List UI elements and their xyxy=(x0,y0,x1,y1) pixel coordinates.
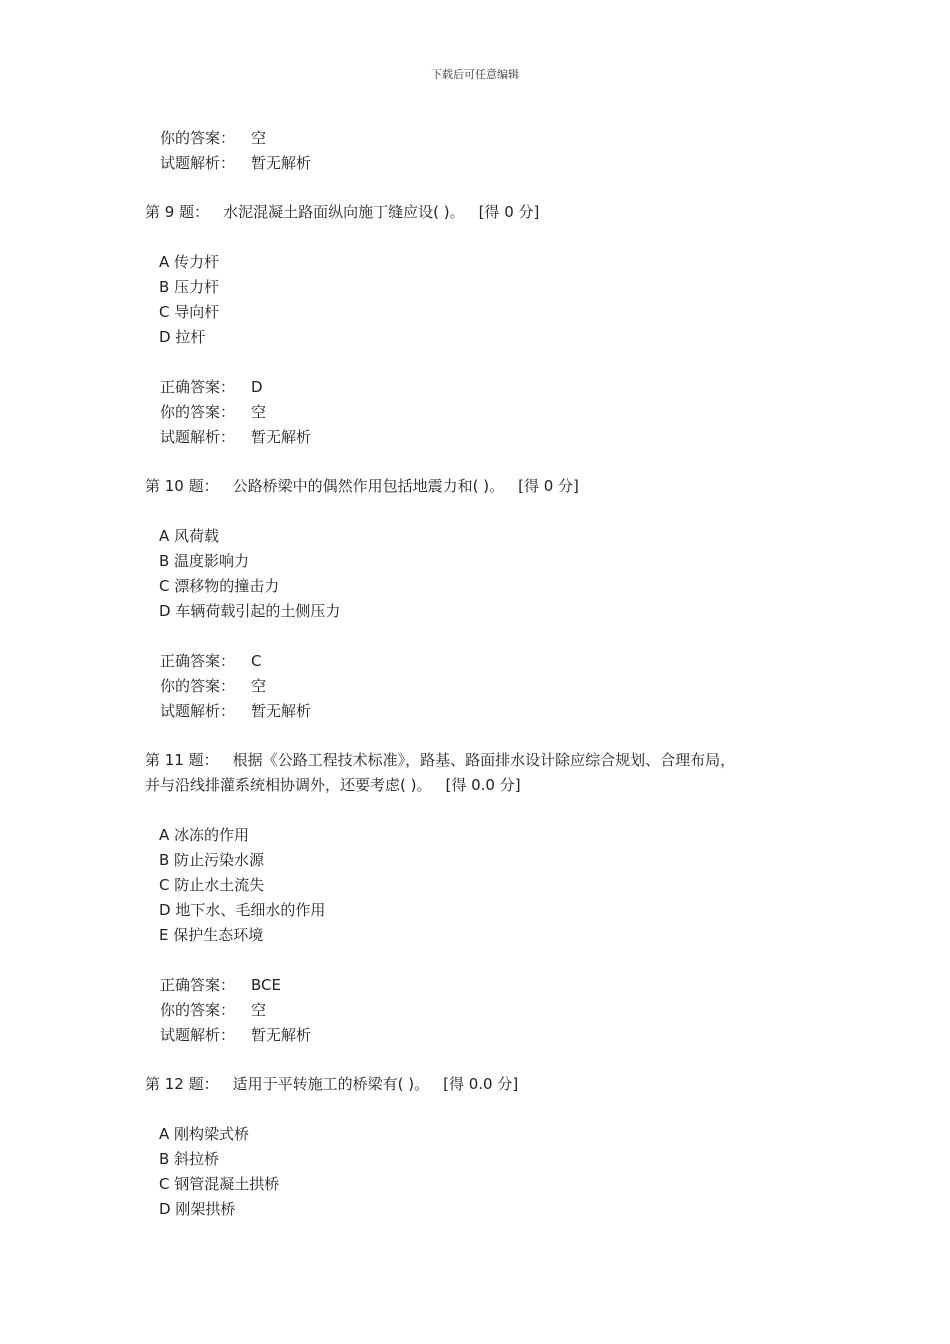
option: B 斜拉桥 xyxy=(159,1150,220,1168)
label: 试题解析： xyxy=(160,1026,236,1044)
label: 你的答案： xyxy=(160,677,236,695)
label: 试题解析： xyxy=(160,428,236,446)
your-answer-row xyxy=(160,128,266,148)
option: A 传力杆 xyxy=(159,253,220,271)
option: B 压力杆 xyxy=(159,278,220,296)
correct-answer-row xyxy=(160,651,261,671)
label: 试题解析： xyxy=(160,154,236,172)
option: A 风荷载 xyxy=(159,527,220,545)
value: 空 xyxy=(251,677,267,695)
option: A 刚构梁式桥 xyxy=(159,1125,250,1143)
question-score: [得 0.0 分] xyxy=(445,776,521,794)
label: 试题解析： xyxy=(160,702,236,720)
question-10-title xyxy=(145,476,579,496)
label: 正确答案： xyxy=(160,976,236,994)
correct-answer-row xyxy=(160,377,263,397)
option: C 钢管混凝土拱桥 xyxy=(159,1175,280,1193)
label: 你的答案： xyxy=(160,403,236,421)
your-answer-row xyxy=(160,676,266,696)
value: 暂无解析 xyxy=(251,428,312,446)
your-answer-row xyxy=(160,402,266,422)
question-11-title xyxy=(145,750,735,770)
label: 你的答案： xyxy=(160,1001,236,1019)
question-score: [得 0.0 分] xyxy=(443,1075,519,1093)
value: 空 xyxy=(251,1001,267,1019)
page-header: 下载后可任意编辑 xyxy=(431,68,519,81)
value: D xyxy=(251,378,263,396)
option: B 防止污染水源 xyxy=(159,851,265,869)
option: D 地下水、毛细水的作用 xyxy=(159,901,326,919)
label: 你的答案： xyxy=(160,129,236,147)
label: 正确答案： xyxy=(160,378,236,396)
question-number: 第 11 题： xyxy=(145,751,219,769)
option: E 保护生态环境 xyxy=(159,926,264,944)
question-number: 第 10 题： xyxy=(145,477,219,495)
analysis-row xyxy=(160,427,311,447)
analysis-row xyxy=(160,701,311,721)
question-12-title xyxy=(145,1074,518,1094)
value: 暂无解析 xyxy=(251,702,312,720)
option: D 车辆荷载引起的土侧压力 xyxy=(159,602,341,620)
question-text: 公路桥梁中的偶然作用包括地震力和( )。 xyxy=(232,477,505,495)
your-answer-row xyxy=(160,1000,266,1020)
value: BCE xyxy=(251,976,281,994)
value: C xyxy=(251,652,262,670)
option: A 冰冻的作用 xyxy=(159,826,250,844)
analysis-row xyxy=(160,1025,311,1045)
question-number: 第 12 题： xyxy=(145,1075,219,1093)
option: C 防止水土流失 xyxy=(159,876,265,894)
label: 正确答案： xyxy=(160,652,236,670)
value: 空 xyxy=(251,129,267,147)
value: 暂无解析 xyxy=(251,1026,312,1044)
question-11-title-cont xyxy=(145,775,521,795)
question-score: [得 0 分] xyxy=(478,203,540,221)
analysis-row xyxy=(160,153,311,173)
question-number: 第 9 题： xyxy=(145,203,210,221)
question-score: [得 0 分] xyxy=(518,477,579,495)
question-9-title xyxy=(145,202,539,222)
option: B 温度影响力 xyxy=(159,552,250,570)
question-text: 适用于平转施工的桥梁有( )。 xyxy=(232,1075,430,1093)
value: 暂无解析 xyxy=(251,154,312,172)
question-text-cont: 并与沿线排灌系统相协调外，还要考虑( )。 xyxy=(145,776,432,794)
option: C 导向杆 xyxy=(159,303,220,321)
correct-answer-row xyxy=(160,975,281,995)
option: D 刚架拱桥 xyxy=(159,1200,236,1218)
option: D 拉杆 xyxy=(159,328,206,346)
value: 空 xyxy=(251,403,267,421)
question-text: 水泥混凝土路面纵向施丁缝应设( )。 xyxy=(223,203,465,221)
question-text: 根据《公路工程技术标准》，路基、路面排水设计除应综合规划、合理布局， xyxy=(232,751,736,769)
option: C 漂移物的撞击力 xyxy=(159,577,280,595)
